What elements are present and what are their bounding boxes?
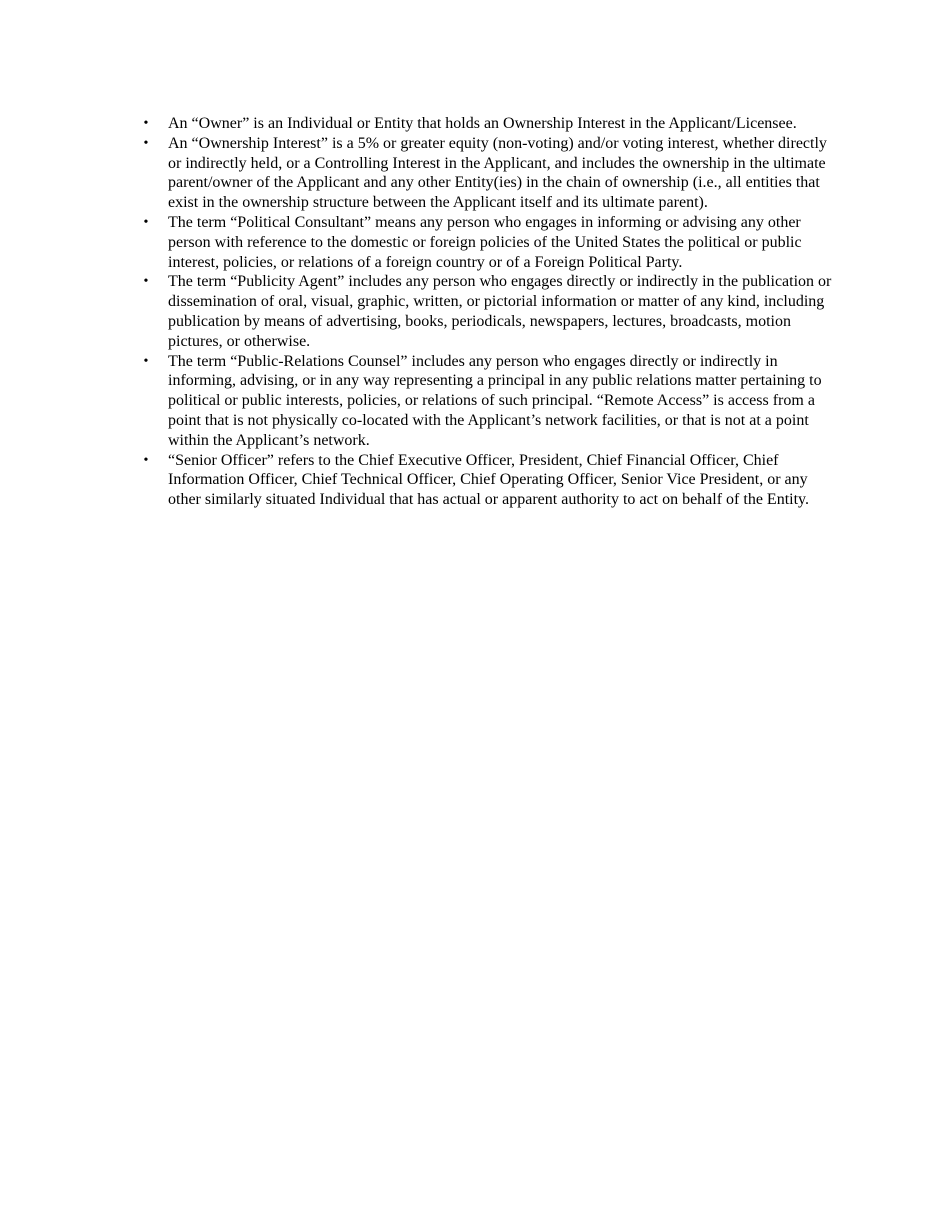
definition-senior-officer — [143, 451, 843, 510]
definition-political-consultant — [143, 213, 843, 272]
definition-publicity-agent — [143, 272, 843, 351]
bullet-icon: • — [143, 135, 149, 151]
definition-ownership-interest — [143, 134, 843, 213]
definition-text: The term “Political Consultant” means any person who engages in informing or advising any other person with reference to the domestic or foreign policies of the United States the political or public interest, policies, or relations of a foreign country or of a Foreign Political Party. — [168, 213, 802, 271]
definitions-list — [143, 114, 843, 510]
bullet-icon: • — [143, 116, 149, 131]
definition-text: The term “Publicity Agent” includes any person who engages directly or indirectly in the publication or dissemination of oral, visual, graphic, written, or pictorial information or matter of any kind, including publication by means of advertising, books, periodicals, newspapers, lectures, broadcasts, motion pictures, or otherwise. — [168, 273, 832, 350]
definition-text: “Senior Officer” refers to the Chief Executive Officer, President, Chief Financial Officer, Chief Information Officer, Chief Technical Officer, Chief Operating Officer, Senior Vice President, or any other similarly situated Individual that has actual or apparent authority to act on behalf of the Entity. — [168, 451, 809, 509]
bullet-icon: • — [143, 274, 149, 290]
definition-public-relations-counsel — [143, 352, 843, 451]
definition-owner — [143, 114, 843, 134]
definition-text: The term “Public-Relations Counsel” includes any person who engages directly or indirectly in informing, advising, or in any way representing a principal in any public relations matter pertaining to political or public interests, policies, or relations of such principal. “Remote Access” is access from a point that is not physically co-located with the Applicant’s network facilities, or that is not at a point within the Applicant’s network. — [168, 352, 822, 449]
bullet-icon: • — [143, 353, 149, 369]
bullet-icon: • — [143, 214, 149, 230]
definition-text: An “Owner” is an Individual or Entity that holds an Ownership Interest in the Applicant/Licensee. — [168, 115, 797, 132]
definition-text: An “Ownership Interest” is a 5% or greater equity (non-voting) and/or voting interest, whether directly or indirectly held, or a Controlling Interest in the Applicant, and includes the ownership in the ultimate parent/owner of the Applicant and any other Entity(ies) in the chain of ownership (i.e., all entities that exist in the ownership structure between the Applicant itself and its ultimate parent). — [168, 134, 827, 212]
bullet-icon: • — [143, 452, 149, 468]
